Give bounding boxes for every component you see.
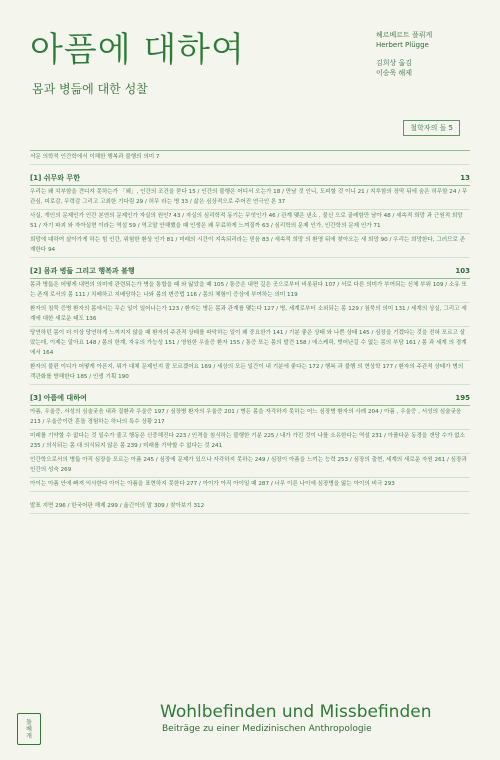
publisher-logo <box>17 713 41 745</box>
logo-text: 돌 베 개 <box>26 718 32 740</box>
book-subtitle: 몸과 병듦에 대한 성찰 <box>32 82 148 96</box>
toc-entry: 우리는 왜 치부함을 견디지 못하는가 「왜」, 인간의 조건을 묻다 15 / 인간의 불행은 어디서 오는가 18 / 만남 것 인니, 도피할 것 이니 21 / 지루함의 장막 뒤에 숨은 허무함 24 / 무관심, 피로감, 무력감 그리고 고최한 기다림 29 / 허무 라는 병 33 / 삶은 심상적으로 주어진 연극인 론 37 <box>30 186 470 210</box>
toc-entry: 아이는 아픔 안에 빠져 익사한다 아이는 아픔을 표현하지 못한다 277 / 아이가 아직 아이일 때 287 / 너무 이른 나이에 심장병을 앓는 아이의 비극 293 <box>30 478 470 492</box>
book-title: 아픔에 대하여 <box>30 30 245 70</box>
toc-footer: 발표 지면 296 / 한국어판 해제 299 / 옮긴이의 말 309 / 찾아보기 312 <box>30 500 470 514</box>
toc-entry: 사실, 개인의 문제인가 인간 본연의 문제인가 자실의 원인? 43 / 자실의 심리학적 동기는 무엇인가 46 / 관계 맺은 낸소 , 불신 으로 골레함만 남아 48 / 세속적 희망 과 근원적 희망 51 / 자기 파괴 와 자아실현 이라는 역설 59 / 역고말 안해했을 때 인생은 왜 무료하게 느껴질까 63 / 심리학의 문제 인가, 인간학의 문제 인가 71 <box>30 210 470 234</box>
toc-entry: 희망에 대하여 살아가게 하는 힘 인간, 위험한 환상 인가 81 / 미래의 시간이 지속되리라는 믿음 83 / 세속적 희망 의 환영 뒤에 찾아오는 새 희망 90 / 우리는 희망한다, 그러므로 존재한다 94 <box>30 234 470 258</box>
toc-section-2 <box>30 266 470 385</box>
original-subtitle: Beiträge zu einer Medizinischen Anthropologie <box>162 724 372 734</box>
toc-section-2-page: 103 <box>455 267 470 275</box>
toc-section-1-title: [1] 쉬무와 무한 <box>30 174 80 182</box>
author-block <box>376 30 466 78</box>
toc-section-3 <box>30 393 470 492</box>
toc-entry: 환자의 침묵 증병 환자의 몸에서는 무슨 일이 일어나는가 123 / 환자는 병든 몸과 관계를 맺는다 127 / 병, 세계로부터 소외되는 몸 129 / 침묵의 의미 131 / 세계의 상실, 그리고 세계에 대한 새로운 태도 136 <box>30 303 470 327</box>
author-korean: 헤르베르트 플뤼게 <box>376 31 433 39</box>
toc-section-3-head <box>30 393 470 406</box>
toc-section-2-head <box>30 266 470 279</box>
toc-entry: 미래를 기약할 수 없다는 것 일수가 줄고 행동은 신중해진다 223 / 인격을 침식하는 불행한 기분 225 / 내가 가진 것이 나를 소유한다는 역설 231 / 아플다운 동경을 갠당 수가 없소 235 / 의식되는 몸 대 의식되지 않은 몸 239 / 미래를 기약할 수 없다는 것 241 <box>30 430 470 454</box>
toc-section-3-page: 195 <box>455 394 470 402</box>
toc-entry: 아픔, 우울증, 서성의 심술궂음 내과 질환과 우울증 197 / 심장병 환자의 우울증 201 / 병든 몸을 자각하지 못하는 어느 심장병 환자의 사례 204 / 아픔 , 우울증 , 서성의 심술궂음 213 / 우울증이란 혼돌 경험하는 하나의 특수 상황 217 <box>30 406 470 430</box>
toc-section-1-head <box>30 173 470 186</box>
series-badge: 철학자의 돌 5 <box>403 120 460 136</box>
toc-section-2-title: [2] 몸과 병듦 그리고 행복과 불행 <box>30 267 135 275</box>
toc-entry: 환자의 불편 이디가 어떻게 아픈지, 뭐가 대체 문제인지 잘 모르겠어요 169 / 세상의 모든 일간이 내 기분에 좋다는 172 / 행복 과 불행 의 현상학 177 / 환자의 주관적 상태가 병의 객관화를 방해한다 185 / 인생 기획 190 <box>30 361 470 385</box>
toc-entry: 몸과 병듦은 어떻게 내면의 의미에 관련되는가 병을 통합을 때 와 앓았을 때 105 / 통증은 내면 깊은 곳으로부터 비롯된다 107 / 서로 다른 의미가 부여되는 신체 부위 109 / 소유 또는 존재 로서의 몸 111 / 치배하고 지배당하는 나와 몸의 변증법 116 / 몸의 체험이 증상에 부여하는 의미 119 <box>30 279 470 303</box>
toc-intro: 서문 의학적 인간학에서 이해한 행복과 불행의 의미 7 <box>30 151 470 165</box>
commentator: 이승욱 해제 <box>376 69 413 77</box>
original-title: Wohlbefinden und Missbefinden <box>160 702 432 722</box>
toc-entry: 당연하던 몸이 더 이상 당연하게 느껴지지 않을 때 환자의 주관적 상태를 파악하는 일이 왜 중요한가 141 / 기분 좋은 상태 와 나쁜 상태 145 / 심장을 기겠다는 것을 전혀 모르고 살았는데, 이제는 알아요 148 / 몸의 한계, 자유의 가능성 151 / 영원한 우울증 환자 155 / 통증 또는 몸의 발견 158 / 에스케릭, 벗어난길 수 없는 몸의 부담 161 / 몸 과 세계 의 경계에서 164 <box>30 327 470 361</box>
toc-entry: 인간학으로서의 병듦 아직 심장을 모르는 아픔 245 / 심장에 문제가 있으나 자각하지 못하는 249 / 심장이 아픔을 느끼는 능력 253 / 심장의 출현, 세계의 새로운 자원 261 / 심장과 인간의 성숙 269 <box>30 454 470 478</box>
toc-section-3-title: [3] 아픔에 대하여 <box>30 394 87 402</box>
author-german: Herbert Plügge <box>376 41 429 49</box>
toc-section-1 <box>30 173 470 258</box>
translator: 김희상 옮김 <box>376 59 413 67</box>
toc-section-1-page: 13 <box>460 174 470 182</box>
table-of-contents <box>30 150 470 514</box>
